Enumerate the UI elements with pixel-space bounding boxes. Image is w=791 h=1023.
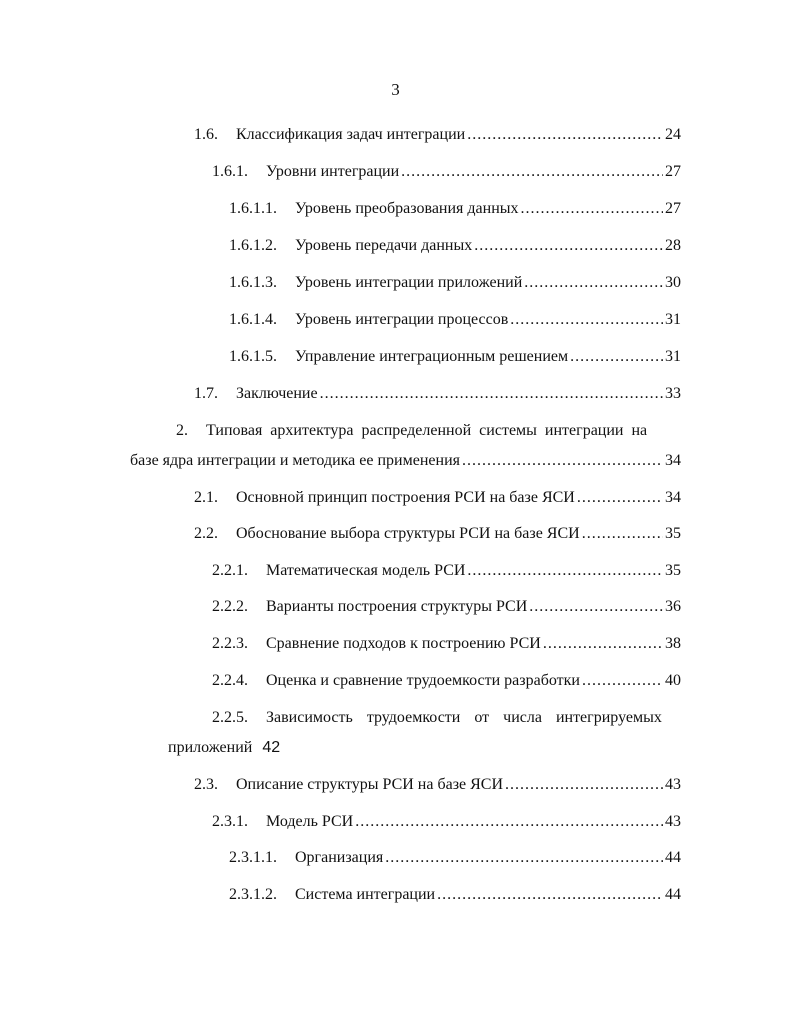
toc-page: 36: [665, 598, 681, 615]
toc-page: 38: [665, 635, 681, 652]
toc-page: 31: [665, 348, 681, 365]
toc-page: 31: [665, 311, 681, 328]
toc-number: 1.6.1.2.: [229, 237, 277, 254]
toc-entry[interactable]: [212, 670, 681, 692]
toc-page: 44: [665, 849, 681, 866]
toc-leader: [320, 383, 663, 405]
toc-title-line1: Зависимость трудоемкости от числа интегрируемых: [266, 709, 662, 726]
toc-entry[interactable]: [212, 560, 681, 582]
toc-leader: [510, 309, 663, 331]
toc-title: Уровень преобразования данных: [295, 200, 519, 217]
toc-entry[interactable]: [229, 309, 681, 331]
toc-page: 28: [665, 237, 681, 254]
toc-title: Организация: [295, 849, 384, 866]
toc-number: 1.6.: [194, 126, 218, 143]
toc-number: 2.1.: [194, 489, 218, 506]
toc-number: 1.6.1.: [212, 163, 248, 180]
toc-title: Управление интеграционным решением: [295, 348, 569, 365]
toc-number: 2.3.1.2.: [229, 886, 277, 903]
toc-entry[interactable]: [194, 124, 681, 146]
toc-entry[interactable]: [229, 235, 681, 257]
toc-page: 35: [665, 562, 681, 579]
toc-entry[interactable]: [194, 523, 681, 545]
toc-leader: [437, 884, 663, 906]
toc-entry[interactable]: [229, 198, 681, 220]
toc-number: 1.6.1.1.: [229, 200, 277, 217]
toc-leader: [521, 198, 663, 220]
toc-page: 34: [665, 452, 681, 469]
toc-title: Сравнение подходов к построению РСИ: [266, 635, 541, 652]
toc-leader: [582, 523, 663, 545]
toc-number: 2.2.4.: [212, 672, 248, 689]
toc-entry-first-line[interactable]: [176, 420, 681, 442]
toc-leader: [505, 774, 663, 796]
toc-entry[interactable]: [130, 450, 681, 472]
toc-number: 2.2.2.: [212, 598, 248, 615]
toc-leader: [462, 450, 663, 472]
page-number: 3: [391, 80, 400, 99]
toc-title-line1: Типовая архитектура распределенной системы интеграции на: [206, 422, 648, 439]
toc-title: Уровень передачи данных: [295, 237, 473, 254]
toc-title: Модель РСИ: [266, 813, 354, 830]
toc-page: 35: [665, 525, 681, 542]
toc-number: 2.2.5.: [212, 709, 248, 726]
toc-entry[interactable]: [168, 737, 280, 759]
toc-entry[interactable]: [229, 847, 681, 869]
toc-entry[interactable]: [229, 884, 681, 906]
toc-leader: [543, 633, 663, 655]
toc-number: 1.6.1.4.: [229, 311, 277, 328]
toc-title: Уровень интеграции процессов: [295, 311, 509, 328]
toc-number: 2.3.1.: [212, 813, 248, 830]
toc-page: 44: [665, 886, 681, 903]
toc-title: Описание структуры РСИ на базе ЯСИ: [236, 776, 504, 793]
toc-leader: [577, 487, 663, 509]
toc-page: 34: [665, 489, 681, 506]
toc-entry[interactable]: [212, 596, 681, 618]
toc-leader: [582, 670, 663, 692]
toc-title-line2: базе ядра интеграции и методика ее применения: [130, 452, 460, 469]
toc-title: Основной принцип построения РСИ на базе ЯСИ: [236, 489, 575, 506]
toc-leader: [529, 596, 663, 618]
toc-page: 40: [665, 672, 681, 689]
toc-title-line2: приложений: [168, 739, 253, 756]
toc-entry[interactable]: [212, 161, 681, 183]
toc-leader: [401, 161, 663, 183]
toc-title: Система интеграции: [295, 886, 436, 903]
toc-leader: [467, 124, 663, 146]
toc-page: 27: [665, 200, 681, 217]
toc-page: 42: [262, 739, 281, 756]
toc-leader: [467, 560, 663, 582]
toc-leader: [355, 811, 663, 833]
toc-page: 43: [665, 813, 681, 830]
toc-entry[interactable]: [194, 774, 681, 796]
toc-page: 33: [665, 385, 681, 402]
toc-number: 2.3.1.1.: [229, 849, 277, 866]
toc-page: 24: [665, 126, 681, 143]
toc-number: 1.7.: [194, 385, 218, 402]
toc-entry[interactable]: [229, 272, 681, 294]
toc-title: Обоснование выбора структуры РСИ на базе ЯСИ: [236, 525, 580, 542]
toc-leader: [524, 272, 663, 294]
toc-number: 2.3.: [194, 776, 218, 793]
toc-title: Уровни интеграции: [266, 163, 400, 180]
toc-entry[interactable]: [229, 346, 681, 368]
toc-number: 2.2.3.: [212, 635, 248, 652]
toc-entry-first-line[interactable]: [212, 707, 681, 729]
toc-number: 2.2.1.: [212, 562, 248, 579]
toc-page: 43: [665, 776, 681, 793]
toc-number: 1.6.1.3.: [229, 274, 277, 291]
toc-number: 2.: [176, 422, 188, 439]
toc-leader: [570, 346, 663, 368]
toc-entry[interactable]: [212, 811, 681, 833]
toc-page: 30: [665, 274, 681, 291]
toc-leader: [474, 235, 663, 257]
toc-title: Математическая модель РСИ: [266, 562, 466, 579]
toc-title: Оценка и сравнение трудоемкости разработки: [266, 672, 580, 689]
toc-entry[interactable]: [194, 383, 681, 405]
toc-number: 1.6.1.5.: [229, 348, 277, 365]
toc-leader: [385, 847, 663, 869]
toc-title: Варианты построения структуры РСИ: [266, 598, 528, 615]
toc-number: 2.2.: [194, 525, 218, 542]
toc-title: Классификация задач интеграции: [236, 126, 466, 143]
toc-page: 27: [665, 163, 681, 180]
toc-title: Уровень интеграции приложений: [295, 274, 523, 291]
toc-entry[interactable]: [194, 487, 681, 509]
toc-title: Заключение: [236, 385, 318, 402]
toc-entry[interactable]: [212, 633, 681, 655]
